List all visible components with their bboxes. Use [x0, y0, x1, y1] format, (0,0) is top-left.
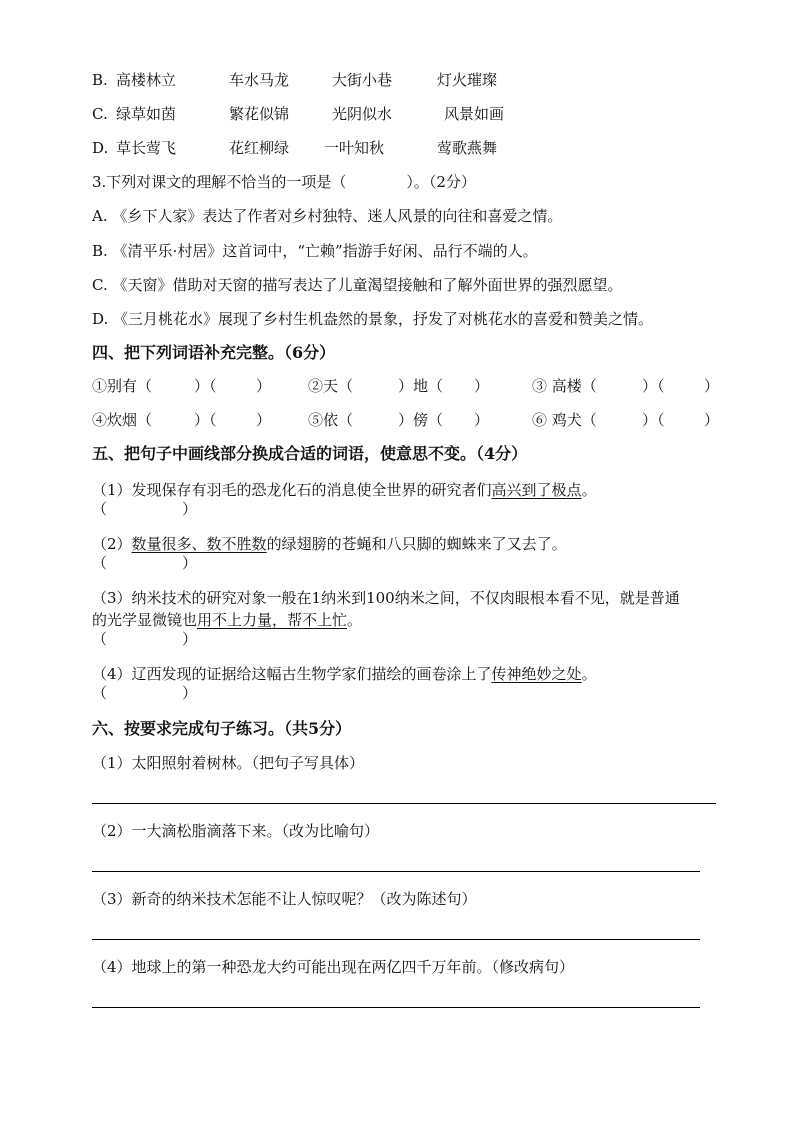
section-6-item-1: （1）太阳照射着树林。（把句子写具体） [92, 754, 365, 772]
fill-word: ④炊烟（ [92, 411, 153, 429]
fill-word: ） [256, 411, 272, 429]
sentence-end: 。 [581, 481, 597, 499]
fill-word: ②天（ [308, 377, 354, 395]
question-3-choice-b: B. 《清平乐·村居》这首词中，“亡赖”指游手好闲、品行不端的人。 [92, 242, 538, 260]
fill-word: ⑤依（ [308, 411, 354, 429]
option-b [92, 69, 498, 91]
fill-word: ）傍（ [398, 411, 444, 429]
fill-word: ）（ [194, 411, 217, 429]
section-5-heading: 五、把句子中画线部分换成合适的词语，使意思不变。（4分） [92, 444, 528, 463]
sentence-end: 。 [347, 611, 363, 629]
option-word: 花红柳绿 [229, 139, 290, 157]
option-word: 莺歌燕舞 [437, 139, 498, 157]
fill-word: ①别有（ [92, 377, 153, 395]
option-word: 草长莺飞 [116, 139, 177, 157]
section-6-item-4: （4）地球上的第一种恐龙大约可能出现在两亿四千万年前。（修改病句） [92, 958, 575, 976]
fill-word: ） [704, 377, 720, 395]
question-3-choice-a: A. 《乡下人家》表达了作者对乡村独特、迷人风景的向往和喜爱之情。 [92, 207, 563, 225]
sentence-text: （4）辽西发现的证据给这幅古生物学家们描绘的画卷涂上了 [92, 665, 492, 683]
option-word: 风景如画 [444, 105, 505, 123]
fill-word: ）（ [194, 377, 217, 395]
underlined-phrase: 高兴到了极点 [491, 481, 582, 499]
answer-blank[interactable]: （ ） [92, 630, 198, 648]
option-word: 绿草如茵 [116, 105, 177, 123]
option-word: 光阴似水 [332, 105, 393, 123]
option-label: D. [92, 139, 109, 157]
question-3-choice-c: C. 《天窗》借助对天窗的描写表达了儿童渴望接触和了解外面世界的强烈愿望。 [92, 276, 623, 294]
fill-word: ） [256, 377, 272, 395]
answer-line[interactable] [92, 803, 716, 804]
answer-blank[interactable]: （ ） [92, 684, 198, 702]
fill-word: ） [704, 411, 720, 429]
fill-word: ）（ [642, 377, 665, 395]
answer-line[interactable] [92, 939, 700, 940]
fill-word: ）（ [642, 411, 665, 429]
section-6-item-2: （2）一大滴松脂滴落下来。（改为比喻句） [92, 822, 380, 840]
option-word: 车水马龙 [229, 71, 290, 89]
fill-word: ） [474, 411, 490, 429]
question-3-choice-d: D. 《三月桃花水》展现了乡村生机盎然的景象，抒发了对桃花水的喜爱和赞美之情。 [92, 310, 654, 328]
section-5-item-3-line-1: （3）纳米技术的研究对象一般在1纳米到100纳米之间，不仅肉眼根本看不见，就是普通 [92, 589, 680, 607]
section-4-heading: 四、把下列词语补充完整。（6分） [92, 343, 336, 362]
underlined-phrase: 用不上力量，帮不上忙 [197, 611, 348, 629]
option-c [92, 103, 505, 125]
underlined-phrase: 传神绝妙之处 [491, 665, 582, 683]
underlined-phrase: 数量很多、数不胜数 [131, 535, 267, 553]
sentence-text: （1）发现保存有羽毛的恐龙化石的消息使全世界的研究者们 [92, 481, 492, 499]
sentence-text: 的光学显微镜也 [92, 611, 198, 629]
option-d [92, 137, 498, 159]
section-6-item-3: （3）新奇的纳米技术怎能不让人惊叹呢？（改为陈述句） [92, 890, 477, 908]
option-label: C. [92, 105, 108, 123]
option-word: 大街小巷 [332, 71, 393, 89]
sentence-end: 的绿翅膀的苍蝇和八只脚的蜘蛛来了又去了。 [266, 535, 567, 553]
sentence-text: （2） [92, 535, 132, 553]
answer-blank[interactable]: （ ） [92, 554, 198, 572]
option-word: 一叶知秋 [324, 139, 385, 157]
option-word: 灯火璀璨 [437, 71, 498, 89]
fill-word: ⑥ 鸡犬（ [532, 411, 597, 429]
answer-line[interactable] [92, 1007, 700, 1008]
sentence-end: 。 [581, 665, 597, 683]
section-6-heading: 六、按要求完成句子练习。（共5分） [92, 719, 352, 738]
fill-word: ③ 高楼（ [532, 377, 597, 395]
answer-line[interactable] [92, 871, 700, 872]
fill-word: ） [474, 377, 490, 395]
question-3-stem: 3.下列对课文的理解不恰当的一项是（ ）。（2分） [92, 173, 476, 191]
option-label: B. [92, 71, 108, 89]
option-word: 高楼林立 [116, 71, 177, 89]
fill-word: ）地（ [398, 377, 444, 395]
answer-blank[interactable]: （ ） [92, 500, 198, 518]
option-word: 繁花似锦 [229, 105, 290, 123]
